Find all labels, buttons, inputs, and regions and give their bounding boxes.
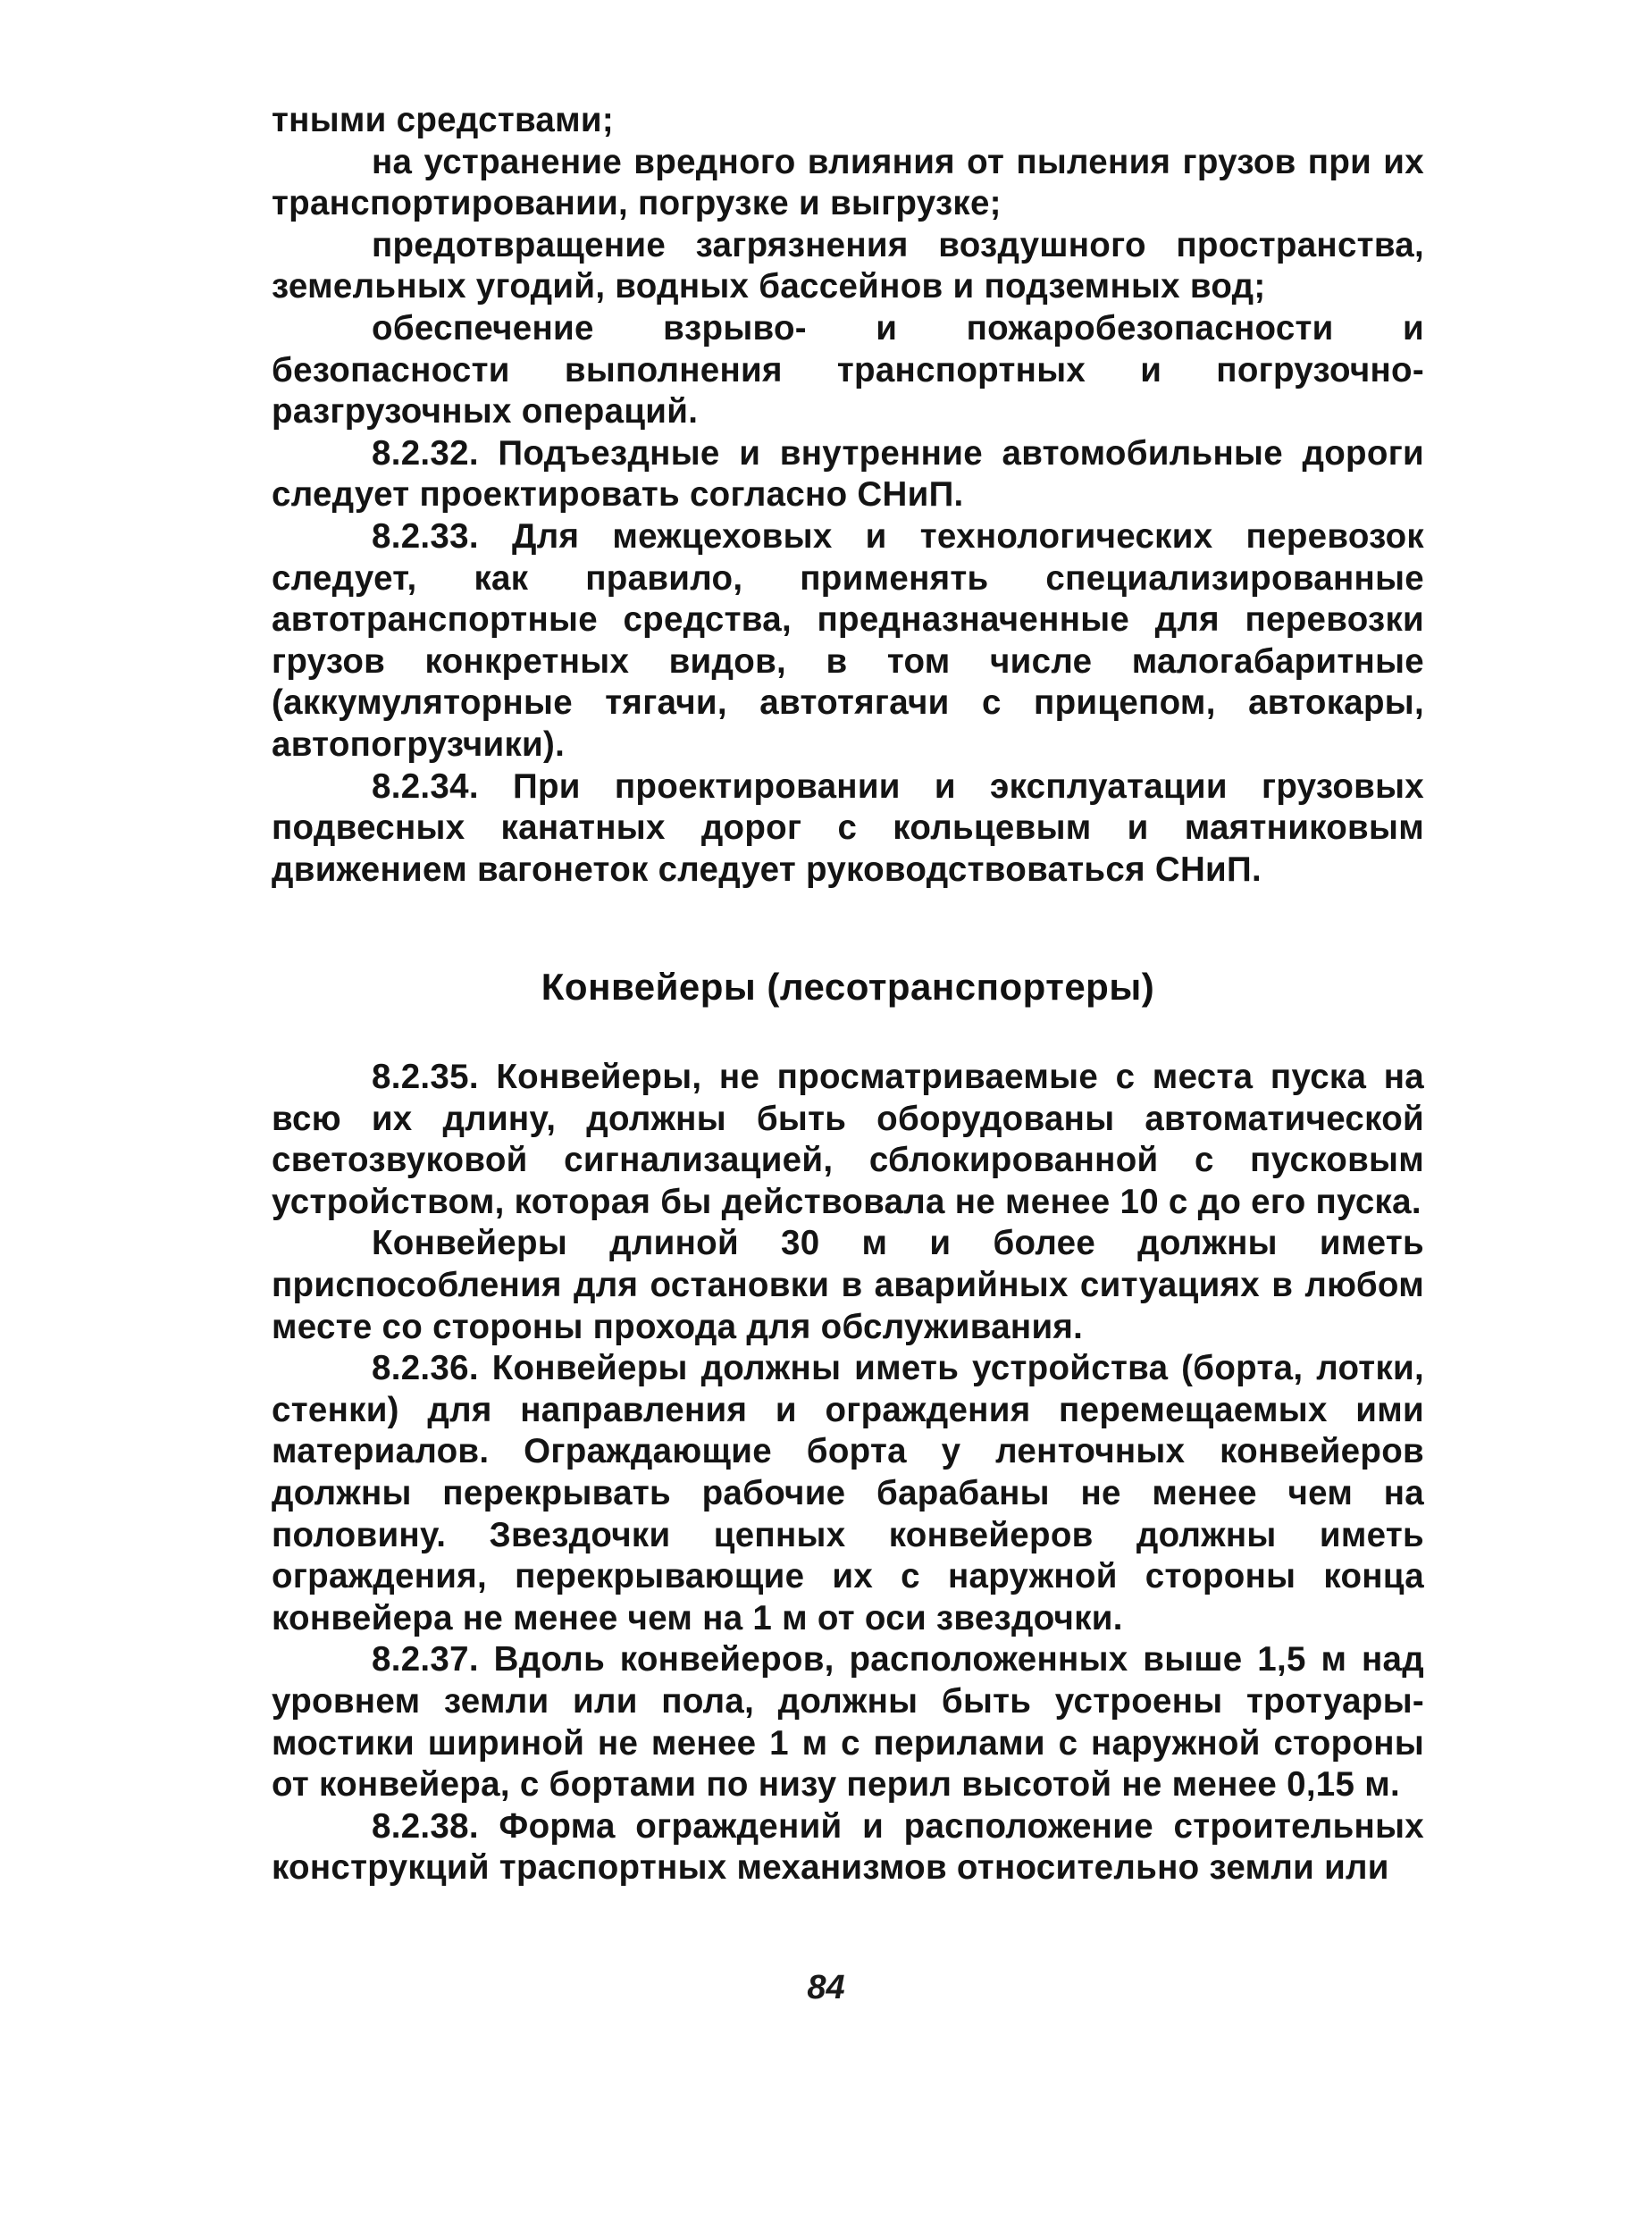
paragraph-8-2-32: 8.2.32. Подъездные и внутренние автомобильные дороги следует проектировать согласно СНиП. <box>272 433 1424 515</box>
paragraph: Конвейеры длиной 30 м и более должны иметь приспособления для остановки в аварийных ситуациях в любом месте со стороны прохода для обслуживания. <box>272 1224 1424 1346</box>
section-heading: Конвейеры (лесотранспортеры) <box>541 966 1155 1008</box>
paragraph: на устранение вредного влияния от пыления грузов при их транспортировании, погрузке и выгрузке; <box>272 142 1424 223</box>
paragraph-8-2-37: 8.2.37. Вдоль конвейеров, расположенных выше 1,5 м над уровнем земли или пола, должны быть устроены тротуары-мостики шириной не менее 1 м с перилами с наружной стороны от конвейера, с бортами по низу перил высотой не менее 0,15 м. <box>272 1640 1424 1805</box>
paragraph: тными средствами; <box>272 101 615 139</box>
paragraph: обеспечение взрыво- и пожаробезопасности и безопасности выполнения транспортных и погрузочно-разгрузочных операций. <box>272 308 1424 431</box>
paragraph-8-2-35: 8.2.35. Конвейеры, не просматриваемые с места пуска на всю их длину, должны быть оборудованы автоматической светозвуковой сигнализацией, сблокированной с пусковым устройством, которая бы действовала не менее 10 с до его пуска. <box>272 1058 1424 1221</box>
paragraph-8-2-38: 8.2.38. Форма ограждений и расположение строительных конструкций траспортных механизмов относительно земли или <box>272 1806 1424 1888</box>
paragraph-8-2-34: 8.2.34. При проектировании и эксплуатации грузовых подвесных канатных дорог с кольцевым и маятниковым движением вагонеток следует руководствоваться СНиП. <box>272 766 1424 889</box>
paragraph: предотвращение загрязнения воздушного пространства, земельных угодий, водных бассейнов и подземных вод; <box>272 225 1424 306</box>
paragraph-8-2-33: 8.2.33. Для межцеховых и технологических перевозок следует, как правило, применять специализированные автотранспортные средства, предназначенные для перевозки грузов конкретных видов, в том числе малогабаритные (аккумуляторные тягачи, автотягачи с прицепом, автокары, автопогрузчики). <box>272 516 1424 764</box>
paragraph-8-2-36: 8.2.36. Конвейеры должны иметь устройства (борта, лотки, стенки) для направления и ограждения перемещаемых ими материалов. Ограждающие борта у ленточных конвейеров должны перекрывать рабочие барабаны не менее чем на половину. Звездочки цепных конвейеров должны иметь ограждения, перекрывающие их с наружной стороны конца конвейера не менее чем на 1 м от оси звездочки. <box>272 1349 1424 1637</box>
upper-text-block <box>272 100 1424 891</box>
page-number: 84 <box>807 1969 845 2006</box>
lower-text-block <box>272 1057 1424 1889</box>
